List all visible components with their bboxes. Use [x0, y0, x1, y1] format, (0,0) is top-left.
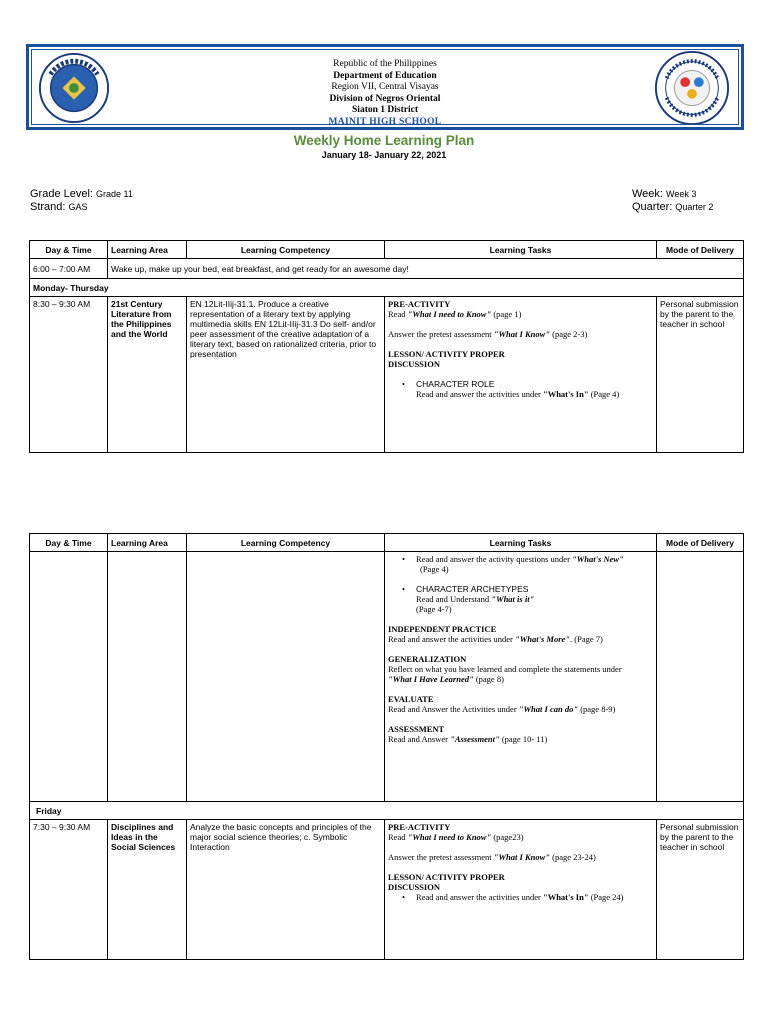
- task-text: Reflect on what you have learned and complete the statements under: [388, 664, 622, 674]
- strand-label: Strand:: [30, 201, 66, 213]
- section-monday-thursday: Monday- Thursday: [30, 279, 744, 297]
- header-school: MAINIT HIGH SCHOOL: [328, 116, 442, 127]
- quarter-label: Quarter:: [632, 201, 673, 213]
- grade-label: Grade Level:: [30, 188, 93, 200]
- learning-plan-table-1: [29, 240, 744, 453]
- task-emphasis: "What I need to Know": [407, 309, 492, 319]
- row-mode-of-delivery: Personal submission by the parent to the teacher in school: [657, 820, 744, 960]
- week-label: Week:: [632, 188, 663, 200]
- col-header-learning-tasks: Learning Tasks: [385, 534, 657, 552]
- task-text: Read and answer the activities under: [388, 634, 515, 644]
- discussion-heading: DISCUSSION: [388, 882, 440, 892]
- row-time: 7:30 – 9:30 AM: [30, 820, 108, 960]
- assessment-heading: ASSESSMENT: [388, 724, 445, 734]
- row-learning-area: [108, 552, 187, 802]
- col-header-learning-competency: Learning Competency: [187, 241, 385, 259]
- list-item: • CHARACTER ARCHETYPES Read and Understand "What is it" (Page 4-7): [402, 584, 535, 614]
- header-region: Region VII, Central Visayas: [331, 82, 439, 92]
- quarter-value: Quarter 2: [675, 202, 714, 212]
- col-header-mode-of-delivery: Mode of Delivery: [657, 241, 744, 259]
- independent-practice-heading: INDEPENDENT PRACTICE: [388, 624, 497, 634]
- task-emphasis: "What I Know": [493, 852, 550, 862]
- discussion-heading: DISCUSSION: [388, 359, 440, 369]
- list-item: • Read and answer the activity questions under "What's New" (Page 4): [402, 554, 624, 574]
- deped-seal-icon: [653, 49, 731, 127]
- row-learning-tasks: [385, 552, 657, 802]
- task-page: (Page 4-7): [416, 604, 452, 614]
- grade-strand-block: [30, 188, 133, 214]
- task-text: (page 1): [491, 309, 522, 319]
- col-header-learning-area: Learning Area: [108, 534, 187, 552]
- task-emphasis: "What is it": [491, 594, 535, 604]
- morning-routine: Wake up, make up your bed, eat breakfast, and get ready for an awesome day!: [108, 259, 744, 279]
- task-text: (page 8-9): [578, 704, 616, 714]
- row-mode-of-delivery: [657, 552, 744, 802]
- table-header-row: [30, 534, 744, 552]
- row-learning-area: 21st Century Literature from the Philippines and the World: [108, 297, 187, 453]
- header-republic: Republic of the Philippines: [333, 59, 437, 69]
- row-time: 8:30 – 9:30 AM: [30, 297, 108, 453]
- task-text: (page 23-24): [549, 852, 596, 862]
- task-text: (page 2-3): [549, 329, 588, 339]
- col-header-learning-competency: Learning Competency: [187, 534, 385, 552]
- task-emphasis: "What's More": [514, 634, 571, 644]
- task-emphasis: "What I Have Learned": [388, 674, 474, 684]
- col-header-learning-area: Learning Area: [108, 241, 187, 259]
- task-text: Read and answer the activities under: [416, 892, 543, 902]
- table-header-row: [30, 241, 744, 259]
- page-title: Weekly Home Learning Plan: [293, 133, 475, 148]
- row-mode-of-delivery: Personal submission by the parent to the teacher in school: [657, 297, 744, 453]
- task-emphasis: "What I need to Know": [407, 832, 492, 842]
- task-text: (page 8): [473, 674, 504, 684]
- section-row: [30, 802, 744, 820]
- list-item: • CHARACTER ROLE Read and answer the activities under "What's In" (Page 4): [402, 379, 620, 399]
- task-text: Read and answer the activity questions under: [416, 554, 573, 564]
- task-text: . (Page 7): [570, 634, 603, 644]
- task-text: Read: [388, 832, 408, 842]
- section-friday: Friday: [30, 802, 744, 820]
- col-header-day-time: Day & Time: [30, 241, 108, 259]
- evaluate-heading: EVALUATE: [388, 694, 434, 704]
- row-learning-competency: [187, 552, 385, 802]
- task-text: Read and answer the activities under: [416, 389, 543, 399]
- header-division: Division of Negros Oriental: [329, 93, 441, 104]
- col-header-learning-tasks: Learning Tasks: [385, 241, 657, 259]
- row-learning-tasks: [385, 297, 657, 453]
- task-text: (Page 24): [588, 892, 624, 902]
- strand-value: GAS: [68, 202, 88, 212]
- school-seal-icon: [35, 51, 113, 125]
- task-emphasis: "What's New": [572, 554, 624, 564]
- learning-plan-table-2: [29, 533, 744, 960]
- bullet-title: CHARACTER ARCHETYPES: [416, 584, 529, 594]
- task-text: (page 10- 11): [499, 734, 548, 744]
- task-emphasis: "What I can do": [518, 704, 579, 714]
- morning-time: 6:00 – 7:00 AM: [30, 259, 108, 279]
- task-text: Answer the pretest assessment: [388, 852, 494, 862]
- row-learning-competency: Analyze the basic concepts and principles of the major social science theories; c. Symbolic Interaction: [187, 820, 385, 960]
- task-emphasis: "Assessment": [450, 734, 500, 744]
- pre-activity-heading: PRE-ACTIVITY: [388, 299, 451, 309]
- task-emphasis: "What's In": [542, 892, 589, 902]
- table-row: [30, 259, 744, 279]
- task-text: Read and Answer: [388, 734, 451, 744]
- col-header-mode-of-delivery: Mode of Delivery: [657, 534, 744, 552]
- table-row: [30, 552, 744, 802]
- header-district: Siaton 1 District: [352, 105, 418, 115]
- row-learning-tasks: [385, 820, 657, 960]
- row-time: [30, 552, 108, 802]
- task-text: Answer the pretest assessment: [388, 329, 494, 339]
- header-department: Department of Education: [333, 70, 437, 81]
- table-row: [30, 820, 744, 960]
- lesson-heading: LESSON/ ACTIVITY PROPER: [388, 872, 505, 882]
- task-text: Read and Understand: [416, 594, 492, 604]
- col-header-day-time: Day & Time: [30, 534, 108, 552]
- list-item: • Read and answer the activities under "What's In" (Page 24): [402, 892, 624, 902]
- pre-activity-heading: PRE-ACTIVITY: [388, 822, 451, 832]
- task-page: (Page 4): [420, 564, 449, 574]
- row-learning-area: Disciplines and Ideas in the Social Sciences: [108, 820, 187, 960]
- letterhead: [26, 44, 744, 130]
- table-row: [30, 297, 744, 453]
- lesson-heading: LESSON/ ACTIVITY PROPER: [388, 349, 505, 359]
- week-quarter-block: [632, 188, 713, 214]
- bullet-title: CHARACTER ROLE: [416, 379, 495, 389]
- date-range: January 18- January 22, 2021: [321, 150, 447, 160]
- task-text: (page23): [491, 832, 524, 842]
- section-row: [30, 279, 744, 297]
- week-value: Week 3: [666, 189, 697, 199]
- task-text: Read and Answer the Activities under: [388, 704, 519, 714]
- task-text: Read: [388, 309, 408, 319]
- task-emphasis: "What I Know": [493, 329, 550, 339]
- task-text: (Page 4): [588, 389, 620, 399]
- task-emphasis: "What's In": [542, 389, 589, 399]
- row-learning-competency: EN 12Lit-IIij-31.1. Produce a creative representation of a literary text by applying multimedia skills EN 12Lit-IIij-31.3 Do self- and/or peer assessment of the creative adaptation of a literary text, based on rationalized criteria, prior to presentation: [187, 297, 385, 453]
- generalization-heading: GENERALIZATION: [388, 654, 467, 664]
- grade-value: Grade 11: [96, 189, 133, 199]
